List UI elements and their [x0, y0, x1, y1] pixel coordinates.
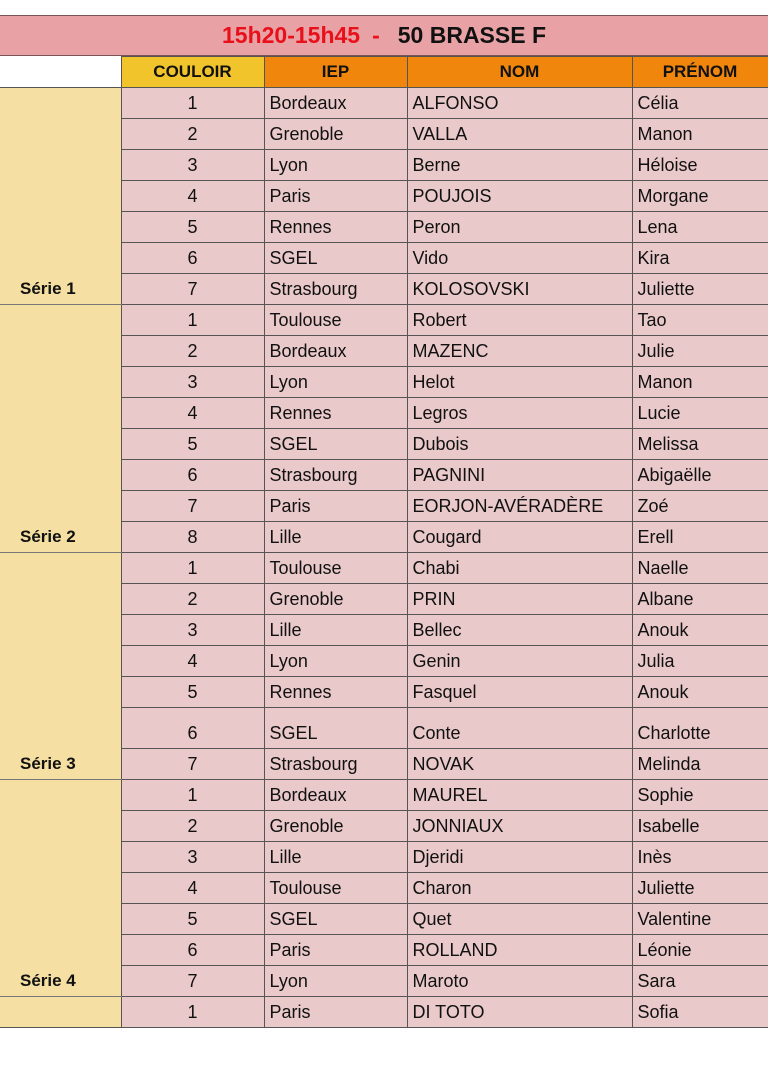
iep-cell: Lille [264, 522, 407, 553]
nom-cell: DI TOTO [407, 997, 632, 1028]
prenom-cell: Manon [632, 119, 768, 150]
prenom-cell: Sofia [632, 997, 768, 1028]
table-row [0, 553, 768, 584]
lane-cell: 6 [121, 243, 264, 274]
prenom-cell: Léonie [632, 935, 768, 966]
nom-cell: Dubois [407, 429, 632, 460]
lane-cell: 2 [121, 336, 264, 367]
prenom-cell: Manon [632, 367, 768, 398]
table-row [0, 88, 768, 119]
lane-cell: 4 [121, 398, 264, 429]
lane-cell: 7 [121, 274, 264, 305]
iep-cell: SGEL [264, 708, 407, 749]
prenom-cell: Anouk [632, 677, 768, 708]
column-header-iep: IEP [264, 57, 407, 88]
nom-cell: MAUREL [407, 780, 632, 811]
nom-cell: EORJON-AVÉRADÈRE [407, 491, 632, 522]
lane-cell: 2 [121, 119, 264, 150]
event-time: 15h20-15h45 [221, 22, 361, 48]
lane-cell: 7 [121, 491, 264, 522]
nom-cell: NOVAK [407, 749, 632, 780]
prenom-cell: Juliette [632, 873, 768, 904]
prenom-cell: Sara [632, 966, 768, 997]
column-header-prenom: PRÉNOM [632, 57, 768, 88]
start-list-sheet [0, 15, 768, 1028]
nom-cell: Maroto [407, 966, 632, 997]
iep-cell: SGEL [264, 429, 407, 460]
event-name: 50 BRASSE F [397, 22, 547, 48]
lane-cell: 5 [121, 677, 264, 708]
nom-cell: Fasquel [407, 677, 632, 708]
nom-cell: KOLOSOVSKI [407, 274, 632, 305]
prenom-cell: Tao [632, 305, 768, 336]
iep-cell: Toulouse [264, 305, 407, 336]
nom-cell: Chabi [407, 553, 632, 584]
lane-cell: 1 [121, 997, 264, 1028]
nom-cell: Conte [407, 708, 632, 749]
prenom-cell: Valentine [632, 904, 768, 935]
nom-cell: POUJOIS [407, 181, 632, 212]
iep-cell: SGEL [264, 243, 407, 274]
nom-cell: Vido [407, 243, 632, 274]
prenom-cell: Juliette [632, 274, 768, 305]
nom-cell: Legros [407, 398, 632, 429]
prenom-cell: Julie [632, 336, 768, 367]
prenom-cell: Erell [632, 522, 768, 553]
lane-cell: 1 [121, 305, 264, 336]
lane-cell: 7 [121, 966, 264, 997]
nom-cell: ROLLAND [407, 935, 632, 966]
iep-cell: Toulouse [264, 553, 407, 584]
nom-cell: PAGNINI [407, 460, 632, 491]
table-row [0, 997, 768, 1028]
lane-cell: 1 [121, 780, 264, 811]
iep-cell: Lyon [264, 646, 407, 677]
nom-cell: Charon [407, 873, 632, 904]
lane-cell: 4 [121, 646, 264, 677]
iep-cell: Bordeaux [264, 780, 407, 811]
lane-cell: 4 [121, 873, 264, 904]
prenom-cell: Melinda [632, 749, 768, 780]
table-row [0, 780, 768, 811]
iep-cell: Rennes [264, 212, 407, 243]
iep-cell: Paris [264, 181, 407, 212]
nom-cell: Genin [407, 646, 632, 677]
nom-cell: MAZENC [407, 336, 632, 367]
serie-label: Série 3 [0, 553, 121, 780]
lane-cell: 3 [121, 367, 264, 398]
lane-cell: 1 [121, 88, 264, 119]
iep-cell: Grenoble [264, 584, 407, 615]
lane-cell: 2 [121, 811, 264, 842]
serie-label [0, 997, 121, 1028]
iep-cell: Lyon [264, 966, 407, 997]
nom-cell: Helot [407, 367, 632, 398]
lane-cell: 3 [121, 842, 264, 873]
prenom-cell: Zoé [632, 491, 768, 522]
serie-label: Série 2 [0, 305, 121, 553]
prenom-cell: Melissa [632, 429, 768, 460]
prenom-cell: Lucie [632, 398, 768, 429]
lane-cell: 1 [121, 553, 264, 584]
prenom-cell: Anouk [632, 615, 768, 646]
prenom-cell: Charlotte [632, 708, 768, 749]
prenom-cell: Lena [632, 212, 768, 243]
iep-cell: Rennes [264, 398, 407, 429]
prenom-cell: Kira [632, 243, 768, 274]
prenom-cell: Naelle [632, 553, 768, 584]
iep-cell: Paris [264, 491, 407, 522]
iep-cell: Toulouse [264, 873, 407, 904]
prenom-cell: Héloise [632, 150, 768, 181]
iep-cell: Grenoble [264, 811, 407, 842]
nom-cell: Peron [407, 212, 632, 243]
iep-cell: Rennes [264, 677, 407, 708]
iep-cell: Strasbourg [264, 460, 407, 491]
prenom-cell: Julia [632, 646, 768, 677]
lane-cell: 5 [121, 904, 264, 935]
nom-cell: Bellec [407, 615, 632, 646]
iep-cell: Bordeaux [264, 336, 407, 367]
event-title-bar [0, 15, 768, 56]
table-row [0, 305, 768, 336]
iep-cell: Strasbourg [264, 749, 407, 780]
nom-cell: Berne [407, 150, 632, 181]
start-list-table [0, 56, 768, 1028]
serie-column-header [0, 57, 121, 88]
column-header-nom: NOM [407, 57, 632, 88]
lane-cell: 2 [121, 584, 264, 615]
prenom-cell: Abigaëlle [632, 460, 768, 491]
prenom-cell: Inès [632, 842, 768, 873]
title-separator: - [372, 22, 380, 48]
iep-cell: Lyon [264, 150, 407, 181]
table-body [0, 88, 768, 1028]
iep-cell: Strasbourg [264, 274, 407, 305]
serie-label: Série 4 [0, 780, 121, 997]
lane-cell: 5 [121, 212, 264, 243]
nom-cell: ALFONSO [407, 88, 632, 119]
lane-cell: 3 [121, 150, 264, 181]
prenom-cell: Célia [632, 88, 768, 119]
prenom-cell: Albane [632, 584, 768, 615]
iep-cell: Paris [264, 997, 407, 1028]
nom-cell: VALLA [407, 119, 632, 150]
header-row [0, 57, 768, 88]
lane-cell: 6 [121, 708, 264, 749]
lane-cell: 7 [121, 749, 264, 780]
nom-cell: Quet [407, 904, 632, 935]
nom-cell: PRIN [407, 584, 632, 615]
nom-cell: Robert [407, 305, 632, 336]
iep-cell: SGEL [264, 904, 407, 935]
nom-cell: Djeridi [407, 842, 632, 873]
prenom-cell: Morgane [632, 181, 768, 212]
iep-cell: Lyon [264, 367, 407, 398]
iep-cell: Grenoble [264, 119, 407, 150]
lane-cell: 4 [121, 181, 264, 212]
lane-cell: 6 [121, 460, 264, 491]
prenom-cell: Sophie [632, 780, 768, 811]
prenom-cell: Isabelle [632, 811, 768, 842]
serie-label: Série 1 [0, 88, 121, 305]
iep-cell: Lille [264, 615, 407, 646]
iep-cell: Bordeaux [264, 88, 407, 119]
lane-cell: 5 [121, 429, 264, 460]
nom-cell: JONNIAUX [407, 811, 632, 842]
lane-cell: 8 [121, 522, 264, 553]
lane-cell: 6 [121, 935, 264, 966]
nom-cell: Cougard [407, 522, 632, 553]
iep-cell: Lille [264, 842, 407, 873]
iep-cell: Paris [264, 935, 407, 966]
lane-cell: 3 [121, 615, 264, 646]
column-header-couloir: COULOIR [121, 57, 264, 88]
